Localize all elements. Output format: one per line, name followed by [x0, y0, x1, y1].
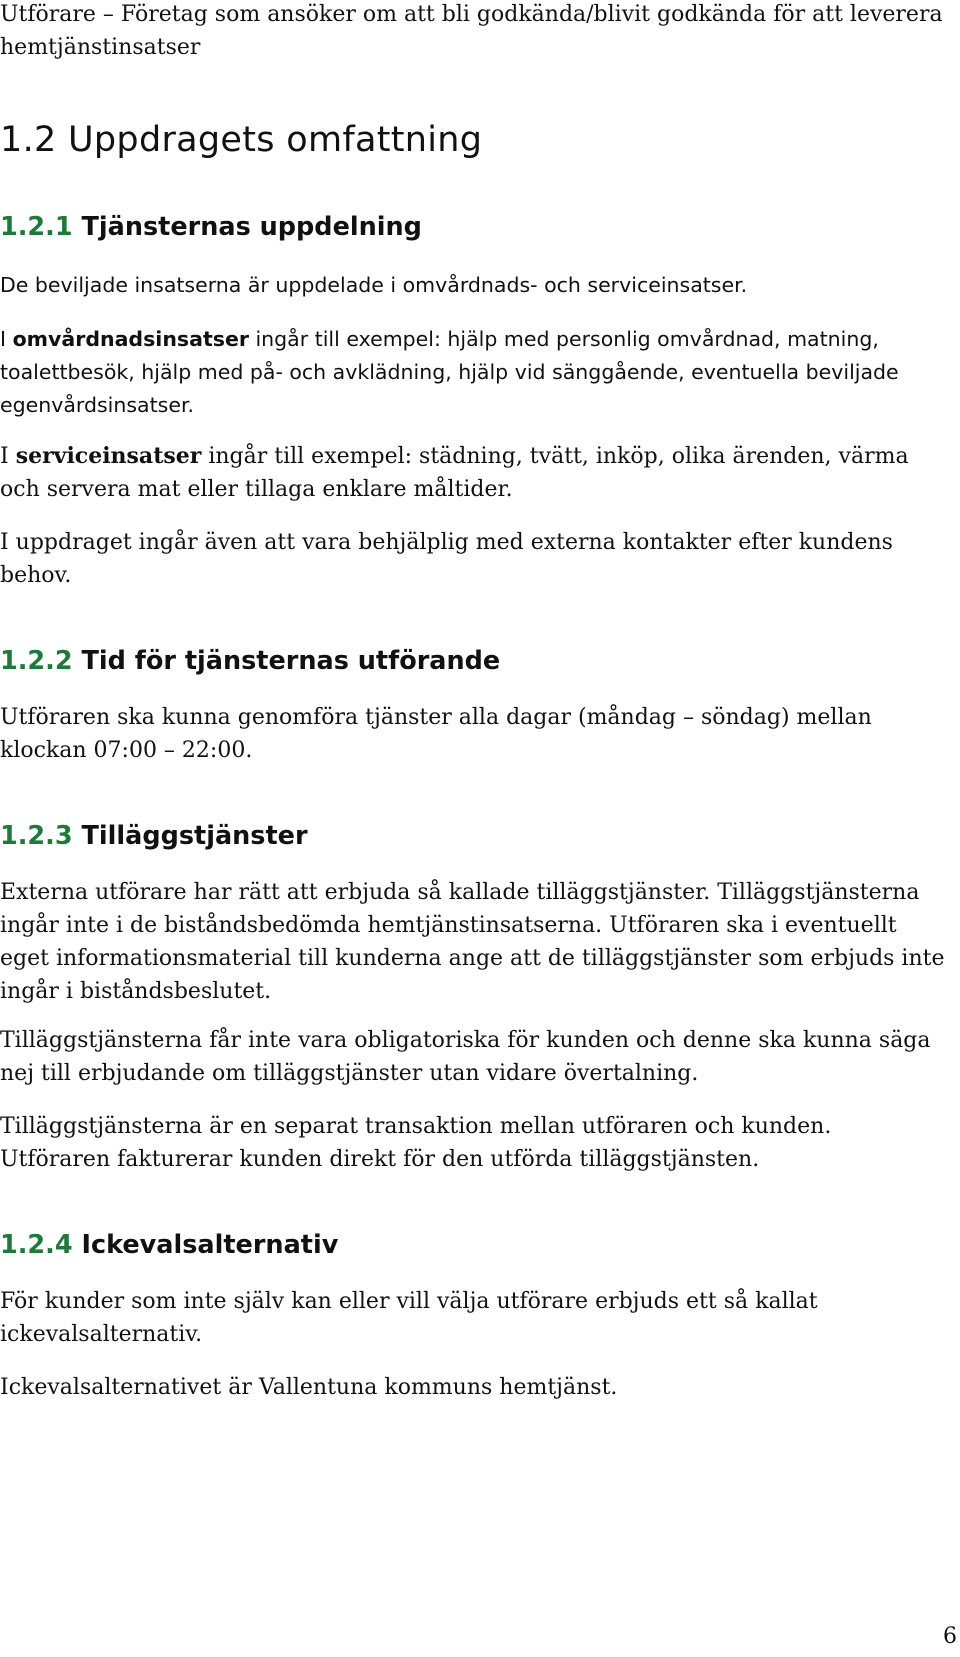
heading-1-2-4	[0, 1228, 338, 1262]
text-rest: ingår till exempel: hjälp med personlig omvårdnad, matning, toalettbesök, hjälp med på- och avklädning, hjälp vid sänggående, eventuella beviljade egenvårdsinsatser.	[0, 327, 899, 417]
heading-text: Tid för tjänsternas utförande	[81, 646, 501, 676]
text-lead: I	[0, 327, 13, 351]
paragraph-intro: De beviljade insatserna är uppdelade i omvårdnads- och serviceinsatser.	[0, 273, 748, 297]
page-number: 6	[943, 1624, 957, 1649]
heading-1-2-3	[0, 819, 308, 853]
section-title-1-2: 1.2 Uppdragets omfattning	[0, 120, 483, 160]
paragraph-ickeval-1: För kunder som inte själv kan eller vill välja utförare erbjuds ett så kallat ickevalsalternativ.	[0, 1289, 818, 1347]
paragraph-omvardnad	[0, 323, 945, 422]
term-serviceinsatser: serviceinsatser	[15, 443, 202, 469]
heading-1-2-2	[0, 644, 500, 678]
heading-text: Tjänsternas uppdelning	[81, 212, 422, 242]
paragraph-tillagg-2: Tilläggstjänsterna får inte vara obligatoriska för kunden och denne ska kunna säga nej till erbjudande om tilläggstjänster utan vidare övertalning.	[0, 1028, 931, 1086]
paragraph-service	[0, 440, 945, 506]
running-header: Utförare – Företag som ansöker om att bli godkända/blivit godkända för att leverera hemtjänstinsatser	[0, 2, 943, 60]
paragraph-tillagg-3: Tilläggstjänsterna är en separat transaktion mellan utföraren och kunden. Utföraren fakturerar kunden direkt för den utförda tilläggstjänsten.	[0, 1114, 832, 1172]
paragraph-ickeval-2: Ickevalsalternativet är Vallentuna kommuns hemtjänst.	[0, 1375, 618, 1400]
text-rest: ingår till exempel: städning, tvätt, inköp, olika ärenden, värma och servera mat eller tillaga enklare måltider.	[0, 444, 909, 502]
heading-number: 1.2.3	[0, 821, 73, 851]
heading-text: Tilläggstjänster	[81, 821, 308, 851]
heading-1-2-1	[0, 210, 422, 244]
heading-number: 1.2.1	[0, 212, 73, 242]
heading-text: Ickevalsalternativ	[81, 1230, 339, 1260]
paragraph-external: I uppdraget ingår även att vara behjälplig med externa kontakter efter kundens behov.	[0, 530, 893, 588]
heading-number: 1.2.4	[0, 1230, 73, 1260]
paragraph-tillagg-1: Externa utförare har rätt att erbjuda så kallade tilläggstjänster. Tilläggstjänsterna ingår inte i de biståndsbedömda hemtjänstinsatserna. Utföraren ska i eventuellt eget informationsmaterial till kunderna ange att de tilläggstjänster som erbjuds inte ingår i biståndsbeslutet.	[0, 880, 945, 1004]
term-omvardnadsinsatser: omvårdnadsinsatser	[12, 327, 249, 351]
paragraph-time: Utföraren ska kunna genomföra tjänster alla dagar (måndag – söndag) mellan klockan 07:00 – 22:00.	[0, 705, 872, 763]
heading-number: 1.2.2	[0, 646, 73, 676]
text-lead: I	[0, 444, 16, 469]
